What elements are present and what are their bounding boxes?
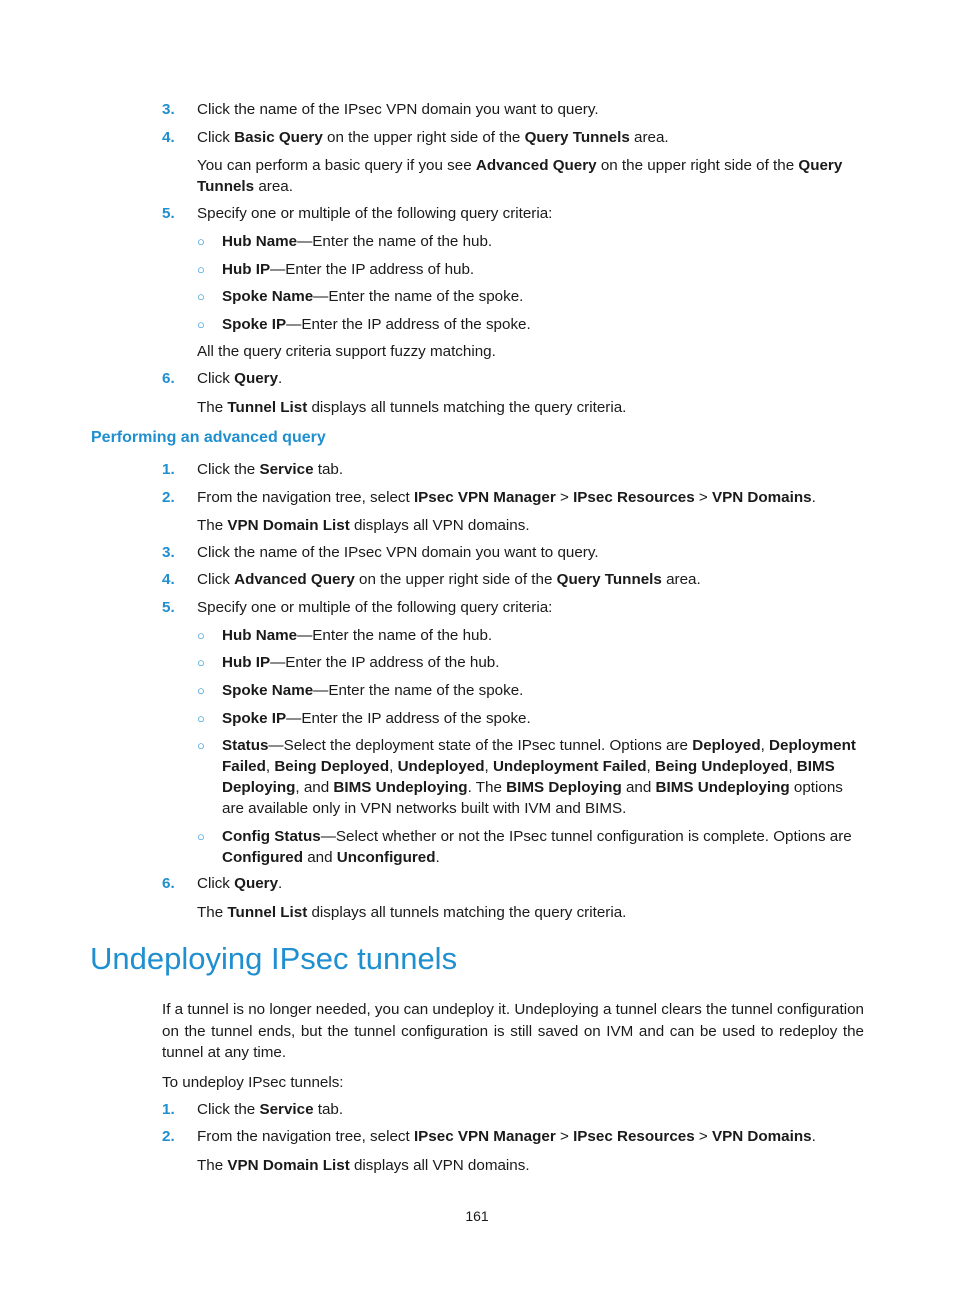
step-text: From the navigation tree, select IPsec VPN Manager > IPsec Resources > VPN Domains. — [197, 1128, 816, 1145]
step-number: 5. — [162, 599, 175, 616]
bullet-icon: ○ — [197, 234, 205, 249]
bullet-icon: ○ — [197, 829, 205, 844]
intro-paragraph: If a tunnel is no longer needed, you can undeploy it. Undeploying a tunnel clears the tunnel configuration on the tunnel ends, but the tunnel configuration is still saved on IVM and can be used to redeploy the tunnel at any time. — [162, 1001, 864, 1061]
step-text: Click the name of the IPsec VPN domain you want to query. — [197, 101, 599, 118]
step-2-note: The VPN Domain List displays all VPN domains. — [197, 1157, 530, 1174]
step-number: 2. — [162, 489, 175, 506]
step-text: Specify one or multiple of the following query criteria: — [197, 599, 553, 616]
bullet-icon: ○ — [197, 738, 205, 753]
step-number: 6. — [162, 875, 175, 892]
step-text: Click the Service tab. — [197, 461, 344, 478]
step-text: Click the Service tab. — [197, 1101, 344, 1118]
step-number: 6. — [162, 370, 175, 387]
step-number: 2. — [162, 1128, 175, 1145]
step-text: From the navigation tree, select IPsec VPN Manager > IPsec Resources > VPN Domains. — [197, 489, 816, 506]
page-number: 161 — [465, 1208, 489, 1224]
result-note: The Tunnel List displays all tunnels matching the query criteria. — [197, 904, 627, 921]
fuzzy-note: All the query criteria support fuzzy matching. — [197, 343, 496, 360]
step-text: Click Query. — [197, 370, 283, 387]
step-text: Click Query. — [197, 875, 283, 892]
bullet-icon: ○ — [197, 317, 205, 332]
step-number: 4. — [162, 571, 175, 588]
step-number: 3. — [162, 101, 175, 118]
document-page: 3. Click the name of the IPsec VPN domain you want to query. 4. Click Basic Query on the upper right side of the Query Tunnels area. You can perform a basic query if you see Advanced Query on the upper right side of the Query Tunnels area. 5. Specify one or multiple of the following query criteria: ○ Hub Name—Enter the name of the hub. ○ Hub IP—Enter the IP address of hub. ○ Spoke Name—Enter the name of the spoke. ○ Spoke IP—Enter the IP address of the spoke. All the query criteria support fuzzy matching. 6. Click Query. The Tunnel List displays all tunnels matching the query criteria. Performing an advanced query 1. Click the Service tab. 2. From the navigation tree, select IPsec VPN Manager > IPsec Resources > VPN Domains. The VPN Domain List displays all VPN domains. 3. Click the name of the IPsec VPN domain you want to query. 4. Click Advanced Query on the upper right side of the Query Tunnels area. 5. Specify one or multiple of the following query criteria: ○ Hub Name—Enter the name of the hub. ○ Hub IP—Enter the IP address of the hub. ○ Spoke Name—Enter the name of the spoke. ○ Spoke IP—Enter the IP address of the spoke. ○ Status—Select the deployment state of the IPsec tunnel. Options are Deployed, Deployment Failed, Being Deployed, Undeployed, Undeployment Failed, Being Undeployed, BIMS Deploying, and BIMS Undeploying. The BIMS Deploying and BIMS Undeploying options are available only in VPN networks built with IVM and BIMS. ○ Config Status—Select whether or not the IPsec tunnel configuration is complete. Options are Configured and Unconfigured. 6. Click Query. The Tunnel List displays all tunnels matching the query criteria. Undeploying IPsec tunnels If a tunnel is no longer needed, you can undeploy it. Undeploying a tunnel clears the tunnel configuration on the tunnel ends, but the tunnel configuration is still saved on IVM and can be used to redeploy the tunnel at any time. To undeploy IPsec tunnels: 1. Click the Service tab. 2. From the navigation tree, select IPsec VPN Manager > IPsec Resources > VPN Domains. The VPN Domain List displays all VPN domains. 161 — [0, 0, 954, 1296]
step-text: Specify one or multiple of the following query criteria: — [197, 205, 553, 222]
step-number: 1. — [162, 461, 175, 478]
lead-paragraph: To undeploy IPsec tunnels: — [162, 1074, 344, 1091]
bullet-icon: ○ — [197, 655, 205, 670]
step-2-note: The VPN Domain List displays all VPN domains. — [197, 517, 530, 534]
step-number: 4. — [162, 129, 175, 146]
section-title: Undeploying IPsec tunnels — [90, 941, 458, 976]
step-text: Click Basic Query on the upper right side of the Query Tunnels area. — [197, 129, 669, 146]
step-number: 5. — [162, 205, 175, 222]
result-note: The Tunnel List displays all tunnels matching the query criteria. — [197, 399, 627, 416]
bullet-icon: ○ — [197, 289, 205, 304]
step-4-note: You can perform a basic query if you see Advanced Query on the upper right side of the Query Tunnels area. — [197, 157, 843, 195]
bullet-icon: ○ — [197, 683, 205, 698]
step-number: 3. — [162, 544, 175, 561]
bullet-icon: ○ — [197, 711, 205, 726]
bullet-icon: ○ — [197, 262, 205, 277]
step-number: 1. — [162, 1101, 175, 1118]
step-text: Click Advanced Query on the upper right side of the Query Tunnels area. — [197, 571, 701, 588]
step-text: Click the name of the IPsec VPN domain you want to query. — [197, 544, 599, 561]
bullet-icon: ○ — [197, 628, 205, 643]
section-heading: Performing an advanced query — [91, 429, 326, 446]
